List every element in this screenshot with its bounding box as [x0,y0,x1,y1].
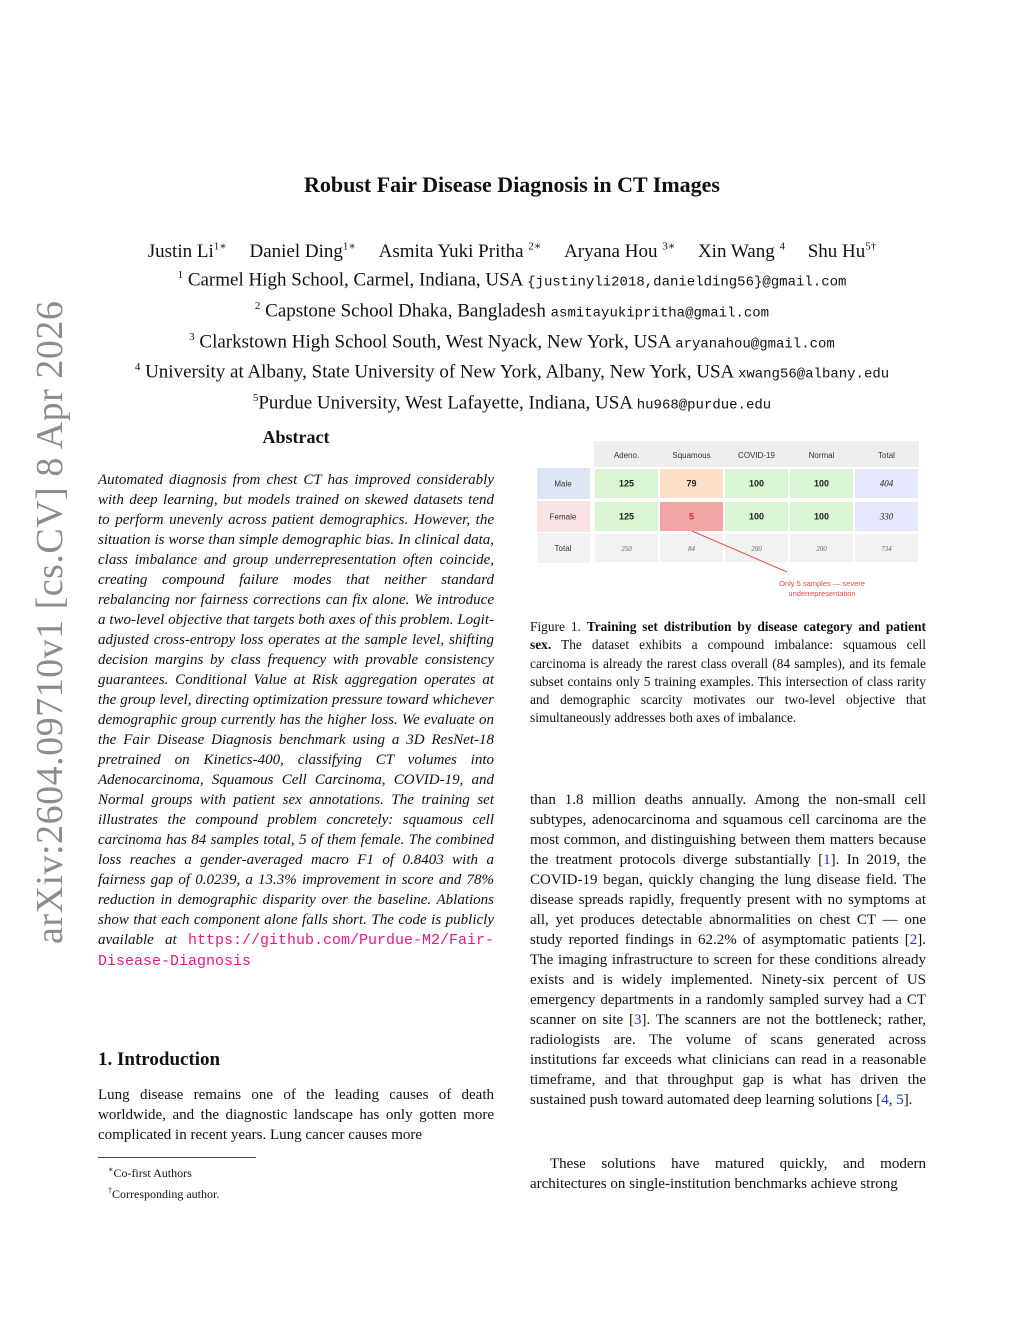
table-cell-value: 404 [879,478,894,489]
figure-caption: Figure 1. Training set distribution by disease category and patient sex. The dataset exhibits a compound imbalance: squamous cell carcinoma is already the rarest class overall (84 samples), and its female subset contains only 5 training examples. This intersection of class rarity and demographic scarcity motivates our two-level objective that simultaneously addresses both axes of imbalance. [530,619,926,726]
email-address: {justinyli2018,danielding56}@gmail.com [527,274,847,291]
column-header: COVID-19 [738,451,775,460]
row-label: Female [549,512,577,522]
author: Daniel Ding$^{1∗}$ [249,241,356,263]
callout-annotation: underrepresentation [788,589,856,598]
table-cell-value: 100 [748,511,765,522]
email-address: xwang56@albany.edu [737,366,890,383]
table-cell-value: 100 [813,511,830,522]
arxiv-identifier: arXiv:2604.09710v1 [cs.CV] 8 Apr 2026 [29,300,71,944]
affiliation: $^2$ Capstone School Dhaka, Bangladesh asmitayukipritha@gmail.com [254,299,770,322]
introduction-paragraph: Lung disease remains one of the leading causes of death worldwide, and the diagnostic landscape has only gotten more complicated in recent years. Lung cancer causes more [98,1087,494,1143]
paper-title: Robust Fair Disease Diagnosis in CT Images [303,172,720,197]
column-header: Squamous [672,451,711,460]
email-address: aryanahou@gmail.com [675,335,835,352]
table-cell-value: 5 [688,511,695,522]
author: Aryana Hou $^{3∗}$ [564,241,676,263]
table-cell-value: 84 [688,545,695,553]
email-address: asmitayukipritha@gmail.com [550,305,770,322]
author: Asmita Yuki Pritha $^{2∗}$ [378,241,542,263]
section-heading-introduction: 1. Introduction [98,1049,221,1070]
table-cell-value: 200 [751,545,762,553]
citation-link[interactable]: 5 [896,1092,904,1108]
affiliation: $^4$ University at Albany, State University of New York, Albany, New York, USA xwang56@albany.edu [134,361,890,383]
citation-link[interactable]: 3 [633,1012,642,1028]
introduction-paragraph: These solutions have matured quickly, and modern architectures on single-institution benchmarks achieve strong [530,1156,926,1192]
abstract-heading: Abstract [262,427,330,447]
affiliation-list [0,264,1024,418]
citation-link[interactable]: 4 [881,1092,889,1108]
author: Justin $Li^{1∗}$ [147,241,227,263]
affiliation: $^1$ Carmel High School, Carmel, Indiana, USA {justinyli2018,danielding56}@gmail.com [177,269,847,291]
column-header: Adeno. [613,451,640,460]
author: Shu $Hu^{5\dagger}$ [807,241,877,263]
table-cell-value: 79 [686,478,697,489]
footnotes [108,1161,219,1203]
table-cell-value: 100 [813,478,830,489]
footnote: †Corresponding author. [108,1186,220,1201]
table-cell-value: 200 [816,545,827,553]
author-list [0,240,1024,263]
affiliation: $^5$Purdue University, West Lafayette, Indiana, USA hu968@purdue.edu [252,392,772,414]
email-address: hu968@purdue.edu [636,397,772,414]
code-repository-link[interactable]: https://github.com/Purdue-M2/Fair-Disease-Diagnosis [98,932,494,970]
citation-link[interactable]: 1 [823,852,831,868]
affiliation: $^3$ Clarkstown High School South, West Nyack, New York, USA aryanahou@gmail.com [189,330,835,352]
column-header: Total [878,451,895,460]
row-label: Total [554,544,572,553]
table-cell-value: 125 [618,511,635,522]
citation-link[interactable]: 2 [909,932,918,948]
table-cell-value: 250 [621,545,632,553]
row-label: Male [554,479,572,489]
table-cell-value: 125 [618,478,635,489]
abstract-body: Automated diagnosis from chest CT has improved considerably with deep learning, but models trained on skewed datasets tend to perform unevenly across patient demographics. However, the situation is worse than simple demographic bias. In clinical data, class imbalance and group underrepresentation often coincide, creating compound failure modes that neither standard rebalancing nor fairness corrections can fix alone. We introduce a two-level objective that targets both axes of this problem. Logit-adjusted cross-entropy loss operates at the sample level, shifting decision margins by class frequency with provable consistency guarantees. Conditional Value at Risk aggregation operates at the group level, directing optimization pressure toward whichever demographic group currently has the higher loss. We evaluate on the Fair Disease Diagnosis benchmark using a 3D ResNet-18 pretrained on Kinetics-400, classifying CT volumes into Adenocarcinoma, Squamous Cell Carcinoma, COVID-19, and Normal groups with patient sex annotations. The training set illustrates the compound problem concretely: squamous cell carcinoma has 84 samples total, 5 of them female. The combined loss reaches a gender-averaged macro F1 of 0.8403 with a fairness gap of 0.0239, a 13.3% improvement in score and 78% reduction in demographic disparity over the baseline. Ablations show that each component alone falls short. The code is publicly available at https://github.com/Purdue-M2/Fair-Disease-Diagnosis [98,472,494,970]
column-header: Normal [808,451,835,460]
figure-training-distribution-table [537,441,921,603]
footnote: ∗Co-first Authors [108,1165,192,1180]
table-cell-value: 330 [879,511,894,522]
footnote-divider [98,1157,256,1158]
author: Xin Wang $^4$ [697,241,785,263]
table-cell-value: 734 [881,545,892,553]
introduction-paragraph: than 1.8 million deaths annually. Among the non-small cell subtypes, adenocarcinoma and squamous cell carcinoma are the most common, and distinguishing between them matters because the treatment protocols diverge substantially [1]. In 2019, the COVID-19 began, quickly changing the lung disease field. The disease spreads rapidly, frequently present with no symptoms at all, yet produces detectable abnormalities on chest CT — one study reported findings in 62.2% of asymptomatic patients [2]. The imaging infrastructure to screen for these conditions already exists and is widely implemented. Ninety-six percent of US emergency departments in a randomly sampled survey had a CT scanner on site [3]. The scanners are not the bottleneck; rather, radiologists are. The volume of scans generated across institutions far exceeds what clinicians can read in a reasonable timeframe, and that throughput gap is what has driven the sustained push toward automated deep learning solutions [4, 5]. [530,792,926,1108]
table-cell-value: 100 [748,478,765,489]
callout-annotation: Only 5 samples — severe [779,579,865,588]
